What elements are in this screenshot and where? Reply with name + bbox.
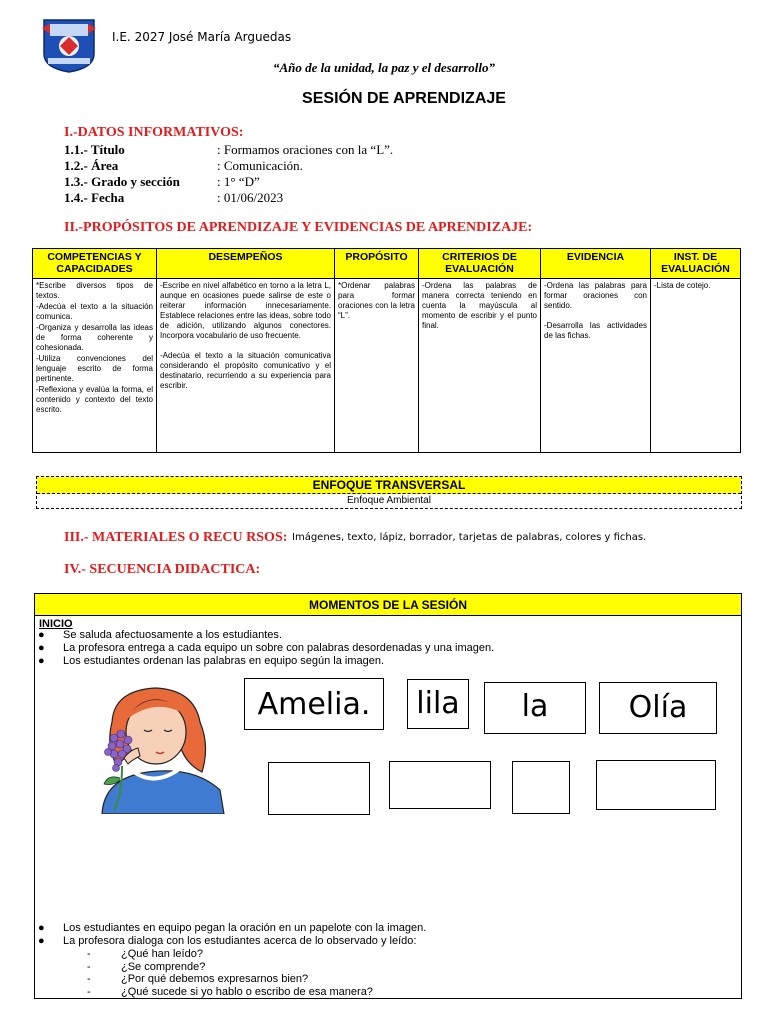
cell-desempenos	[157, 279, 335, 453]
cell-competencias	[33, 279, 157, 453]
cell-text: *Escribe diversos tipos de textos.	[36, 281, 153, 300]
word-card-text: Olía	[628, 690, 688, 725]
word-card[interactable]	[244, 678, 384, 730]
cell-text: -Ordena las palabras de manera correcta teniendo en cuenta la mayúscula al momento de escribir y el punto final.	[422, 281, 537, 330]
school-name: I.E. 2027 José María Arguedas	[112, 30, 292, 44]
list-item-text: La profesora entrega a cada equipo un sobre con palabras desordenadas y una imagen.	[63, 642, 495, 654]
cell-instrumento	[651, 279, 741, 453]
info-value: : Comunicación.	[217, 158, 303, 173]
header-proposito: PROPÓSITO	[335, 249, 419, 279]
info-label: 1.1.- Título	[64, 142, 125, 157]
materials-text: Imágenes, texto, lápiz, borrador, tarjetas de palabras, colores y fichas.	[292, 532, 647, 543]
info-label: 1.4.- Fecha	[64, 190, 125, 205]
dash-marker: -	[87, 985, 91, 998]
inicio-label: INICIO	[39, 618, 73, 630]
info-label: 1.2.- Área	[64, 158, 119, 173]
list-item	[35, 642, 494, 655]
section-informative-heading: I.-DATOS INFORMATIVOS:	[64, 125, 244, 140]
empty-answer-box[interactable]	[389, 761, 491, 809]
empty-answer-box[interactable]	[596, 760, 716, 810]
question-text: ¿Por qué debemos expresarnos bien?	[121, 973, 309, 985]
bullet-icon: ●	[38, 922, 45, 934]
section-sequence-heading: IV.- SECUENCIA DIDACTICA:	[64, 562, 261, 577]
dash-marker: -	[87, 960, 91, 973]
list-item	[35, 935, 426, 948]
cell-proposito	[335, 279, 419, 453]
header-competencias: COMPETENCIAS Y CAPACIDADES	[33, 249, 157, 279]
year-motto: “Año de la unidad, la paz y el desarrollo”	[272, 60, 496, 75]
section-materials-heading: III.- MATERIALES O RECU RSOS:	[64, 530, 288, 545]
learning-purposes-table	[32, 248, 741, 453]
question-item	[35, 973, 373, 986]
bullet-icon: ●	[38, 629, 45, 641]
dash-marker: -	[87, 973, 91, 985]
header-evidencia: EVIDENCIA	[541, 249, 651, 279]
enfoque-heading: ENFOQUE TRANSVERSAL	[37, 477, 741, 494]
list-item	[35, 629, 494, 642]
info-value: : 1° “D”	[217, 174, 260, 189]
word-card-text: lila	[416, 686, 460, 721]
cell-evidencia	[541, 279, 651, 453]
enfoque-value: Enfoque Ambiental	[347, 495, 431, 506]
list-item	[35, 655, 494, 668]
list-item-text: Los estudiantes en equipo pegan la oración en un papelote con la imagen.	[63, 922, 427, 934]
section-purposes-heading: II.-PROPÓSITOS DE APRENDIZAJE Y EVIDENCIAS DE APRENDIZAJE:	[64, 220, 533, 235]
header-desempenos: DESEMPEÑOS	[157, 249, 335, 279]
cell-text: -Adecúa el texto a la situación comunica.	[36, 302, 153, 321]
bullet-icon: ●	[38, 935, 45, 947]
moments-heading: MOMENTOS DE LA SESIÓN	[35, 594, 741, 616]
question-text: ¿Qué han leído?	[121, 948, 203, 960]
intro-bullet-list	[35, 629, 494, 668]
question-item	[35, 986, 373, 999]
question-item	[35, 948, 373, 961]
enfoque-transversal-box	[36, 476, 742, 509]
bullet-icon: ●	[38, 642, 45, 654]
closing-bullet-list	[35, 922, 426, 948]
word-card[interactable]	[599, 682, 717, 734]
cell-text: -Reflexiona y evalúa la forma, el contenido y contexto del texto escrito.	[36, 385, 153, 414]
dash-marker: -	[87, 948, 91, 960]
info-value: : 01/06/2023	[217, 190, 284, 205]
list-item-text: Los estudiantes ordenan las palabras en equipo según la imagen.	[63, 655, 385, 667]
question-list	[35, 948, 373, 998]
word-card[interactable]	[407, 679, 469, 729]
empty-answer-box[interactable]	[512, 761, 570, 814]
word-card-text: Amelia.	[257, 687, 371, 722]
cell-text: -Ordena las palabras para formar oraciones con sentido.	[544, 281, 647, 310]
cell-text: -Utiliza convenciones del lenguaje escrito de forma pertinente.	[36, 354, 153, 383]
info-label: 1.3.- Grado y sección	[64, 174, 180, 189]
list-item-text: Se saluda afectuosamente a los estudiantes.	[63, 629, 282, 641]
empty-answer-box[interactable]	[268, 762, 370, 815]
question-item	[35, 961, 373, 974]
cell-text: *Ordenar palabras para formar oraciones con la letra “L”.	[338, 281, 415, 320]
info-value: : Formamos oraciones con la “L”.	[217, 142, 394, 157]
cell-criterios	[419, 279, 541, 453]
word-card-text: la	[521, 689, 549, 724]
question-text: ¿Qué sucede si yo hablo o escribo de esa manera?	[121, 985, 373, 998]
cell-text: -Escribe en nivel alfabético en torno a la letra L, aunque en ocasiones puede salirse de este o reiterar información innecesariamente. Establece relaciones entre las ideas, sobre todo de adición, utilizando algunos conectores. Incorpora vocabulario de uso frecuente.	[160, 281, 331, 340]
girl-smelling-flower-illustration	[94, 686, 228, 814]
cell-text: -Organiza y desarrolla las ideas de forma coherente y cohesionada.	[36, 323, 153, 352]
header-criterios: CRITERIOS DE EVALUACIÓN	[419, 249, 541, 279]
cell-text: -Adecúa el texto a la situación comunicativa considerando el propósito comunicativo y el destinatario, recurriendo a su experiencia para escribir.	[160, 351, 331, 390]
list-item-text: La profesora dialoga con los estudiantes acerca de lo observado y leído:	[63, 935, 417, 947]
question-text: ¿Se comprende?	[121, 960, 206, 973]
word-card[interactable]	[484, 682, 586, 734]
cell-text: -Desarrolla las actividades de las fichas.	[544, 321, 647, 340]
bullet-icon: ●	[38, 655, 45, 667]
list-item	[35, 922, 426, 935]
page-title: SESIÓN DE APRENDIZAJE	[302, 90, 506, 107]
cell-text: -Lista de cotejo.	[654, 281, 711, 290]
header-instrumento: INST. DE EVALUACIÓN	[651, 249, 741, 279]
